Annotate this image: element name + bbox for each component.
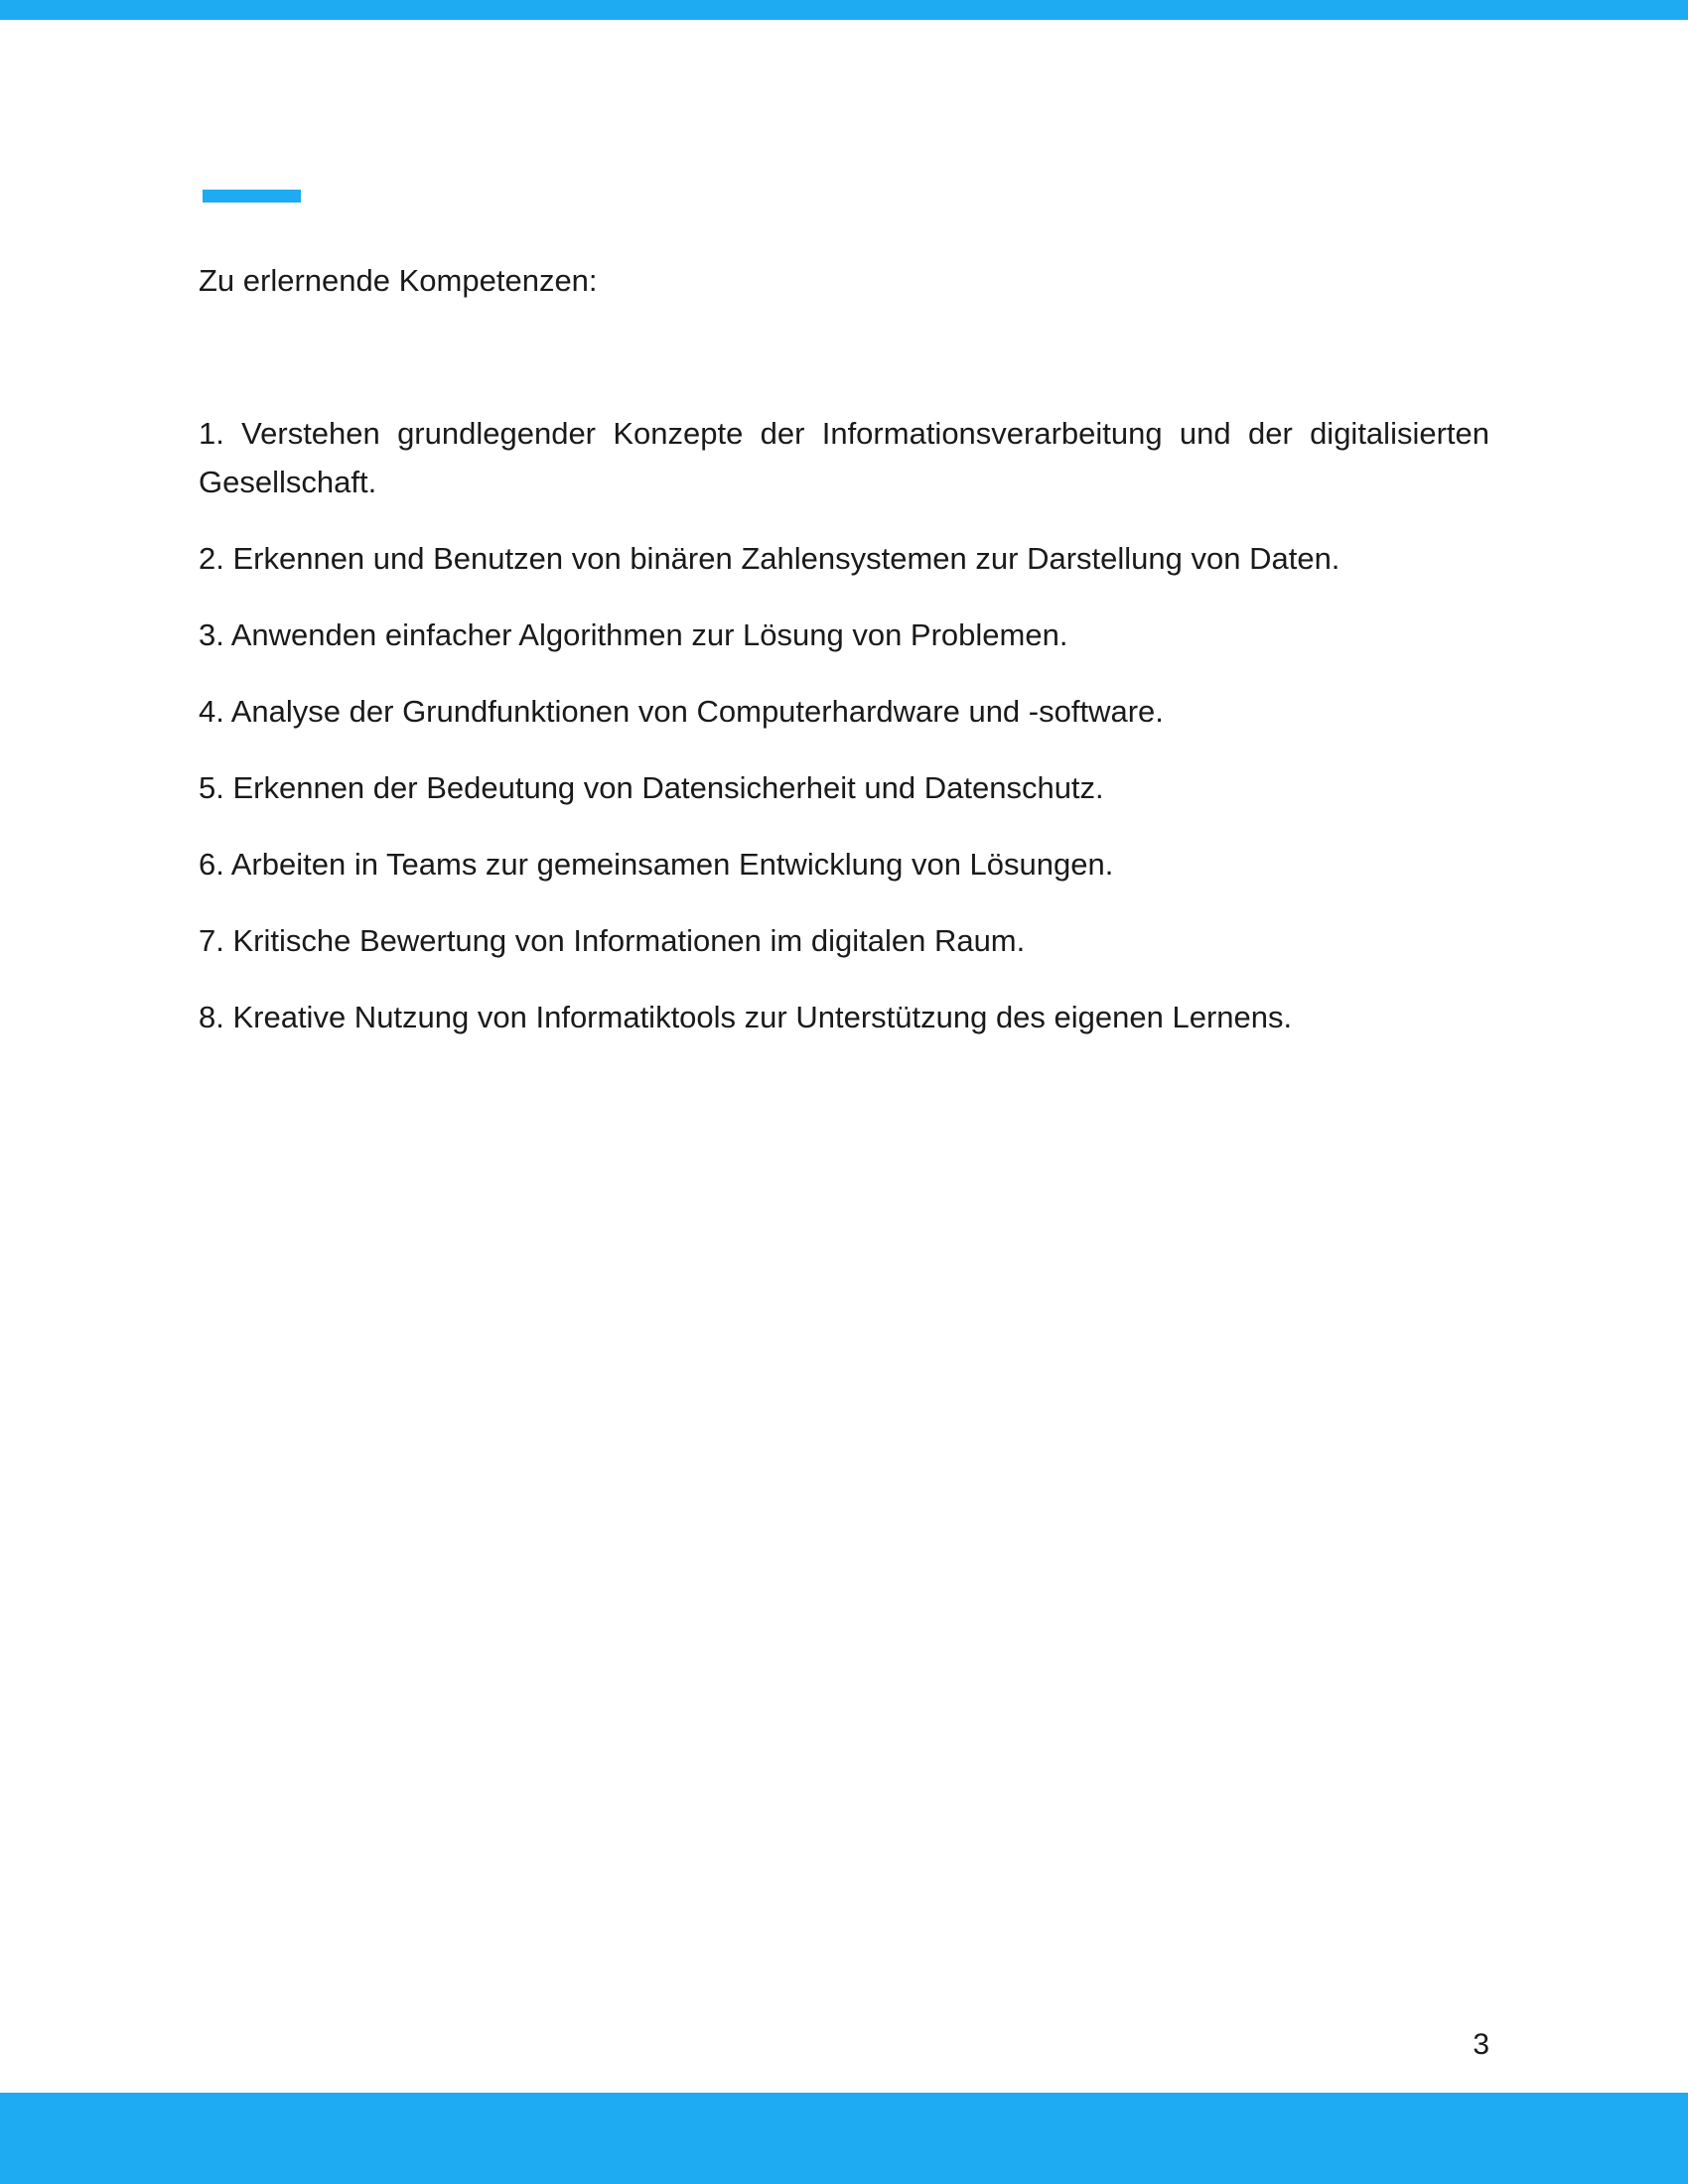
list-item: 6. Arbeiten in Teams zur gemeinsamen Entwicklung von Lösungen. <box>199 847 1114 882</box>
bottom-accent-bar <box>0 2093 1688 2184</box>
list-item: 4. Analyse der Grundfunktionen von Computerhardware und -software. <box>199 694 1164 729</box>
list-item: 2. Erkennen und Benutzen von binären Zahlensystemen zur Darstellung von Daten. <box>199 541 1340 576</box>
list-item: 5. Erkennen der Bedeutung von Datensicherheit und Datenschutz. <box>199 770 1104 805</box>
list-item: 1. Verstehen grundlegender Konzepte der Informationsverarbeitung und der digitalisierten Gesellschaft. <box>199 416 1489 499</box>
list-item: 7. Kritische Bewertung von Informationen im digitalen Raum. <box>199 923 1026 958</box>
intro-text: Zu erlernende Kompetenzen: <box>199 263 598 298</box>
list-item: 8. Kreative Nutzung von Informatiktools zur Unterstützung des eigenen Lernens. <box>199 1000 1293 1034</box>
page-number: 3 <box>1473 2028 1489 2061</box>
document-body <box>199 256 1489 1069</box>
list-item: 3. Anwenden einfacher Algorithmen zur Lösung von Problemen. <box>199 617 1068 652</box>
section-accent-dash <box>203 190 301 203</box>
top-accent-bar <box>0 0 1688 20</box>
